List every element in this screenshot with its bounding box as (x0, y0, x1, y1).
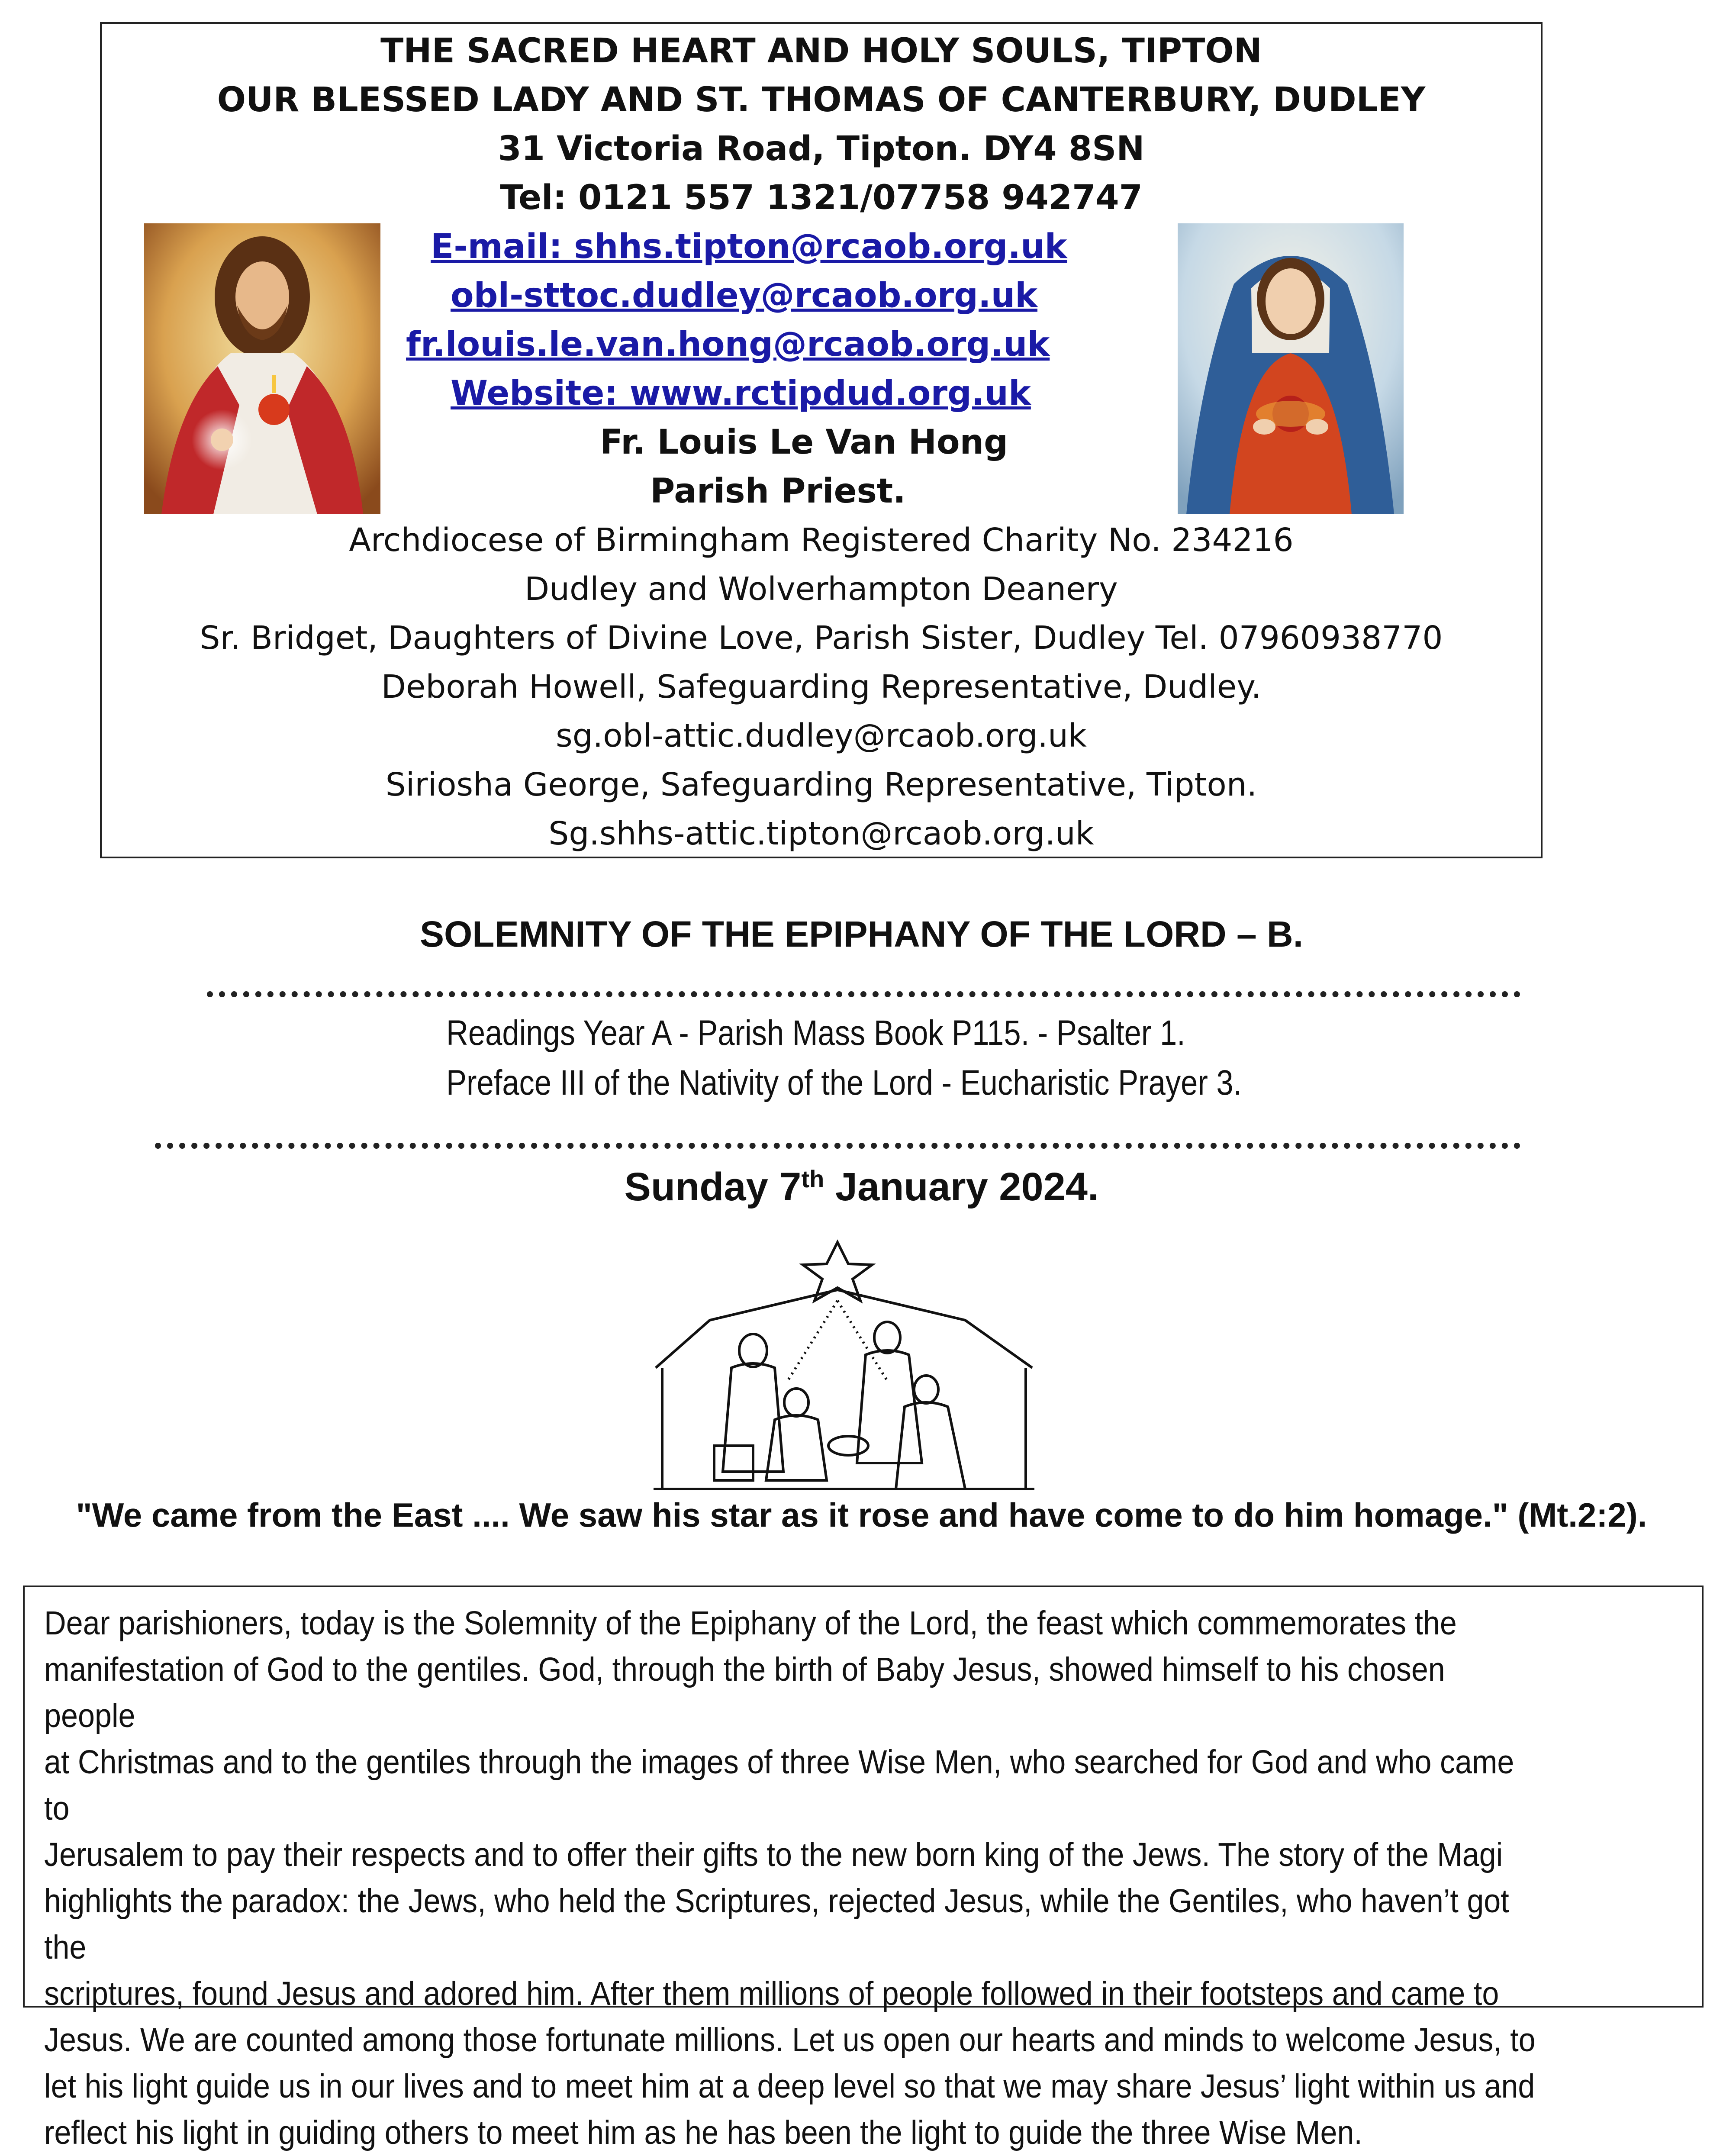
charity-number: Archdiocese of Birmingham Registered Charity No. 234216 (349, 522, 1294, 559)
message-line: Jerusalem to pay their respects and to offer their gifts to the new born king of the Jews. The story of the Magi (44, 1836, 1503, 1873)
readings-line: Readings Year A - Parish Mass Book P115. - Psalter 1. (446, 1013, 1185, 1053)
preface-line: Preface III of the Nativity of the Lord - Eucharistic Prayer 3. (446, 1063, 1242, 1102)
priest-title: Parish Priest. (650, 472, 906, 511)
dotted-divider-bottom (155, 1143, 1520, 1149)
message-line: Dear parishioners, today is the Solemnity of the Epiphany of the Lord, the feast which commemorates the (44, 1605, 1457, 1642)
safeguarding-dudley-email: sg.obl-attic.dudley@rcaob.org.uk (556, 717, 1087, 754)
date-day: Sunday 7 (624, 1165, 802, 1209)
email-link-tipton[interactable]: E-mail: shhs.tipton@rcaob.org.uk (431, 227, 1067, 266)
email-link-dudley[interactable]: obl-sttoc.dudley@rcaob.org.uk (451, 276, 1037, 315)
parish-name-dudley: OUR BLESSED LADY AND ST. THOMAS OF CANTERBURY, DUDLEY (217, 81, 1426, 119)
parish-address: 31 Victoria Road, Tipton. DY4 8SN (498, 129, 1145, 168)
message-line: Jesus. We are counted among those fortunate millions. Let us open our hearts and minds to welcome Jesus, to (44, 2021, 1536, 2059)
dotted-divider-top (207, 991, 1520, 997)
email-link-priest[interactable]: fr.louis.le.van.hong@rcaob.org.uk (406, 325, 1050, 364)
safeguarding-tipton: Siriosha George, Safeguarding Representative, Tipton. (385, 766, 1257, 803)
date-ordinal: th (801, 1165, 824, 1192)
immaculate-heart-mary-image (1178, 223, 1404, 514)
parish-message-box (23, 1586, 1704, 2151)
message-line: reflect his light in guiding others to meet him as he has been the light to guide the three Wise Men. (44, 2114, 1362, 2151)
message-line: at Christmas and to the gentiles through the images of three Wise Men, who searched for God and who came to (44, 1743, 1514, 1827)
message-line: highlights the paradox: the Jews, who held the Scriptures, rejected Jesus, while the Gentiles, who haven’t got the (44, 1882, 1509, 1966)
nativity-scene-illustration (645, 1238, 1043, 1498)
priest-name: Fr. Louis Le Van Hong (600, 423, 1008, 462)
safeguarding-dudley: Deborah Howell, Safeguarding Representative, Dudley. (381, 668, 1262, 706)
message-line: let his light guide us in our lives and to meet him at a deep level so that we may share Jesus’ light within us and (44, 2068, 1535, 2105)
sacred-heart-jesus-image (144, 223, 380, 514)
date-month-year: January 2024. (824, 1165, 1099, 1209)
scripture-quote: "We came from the East .... We saw his star as it rose and have come to do him homage." (Mt.2:2). (76, 1496, 1647, 1534)
parish-phone: Tel: 0121 557 1321/07758 942747 (500, 178, 1143, 217)
safeguarding-tipton-email: Sg.shhs-attic.tipton@rcaob.org.uk (548, 815, 1094, 852)
parish-message (44, 1600, 1541, 2156)
parish-name-tipton: THE SACRED HEART AND HOLY SOULS, TIPTON (380, 32, 1262, 71)
parish-sister: Sr. Bridget, Daughters of Divine Love, Parish Sister, Dudley Tel. 07960938770 (200, 619, 1443, 657)
website-link[interactable]: Website: www.rctipdud.org.uk (451, 374, 1031, 413)
solemnity-title: SOLEMNITY OF THE EPIPHANY OF THE LORD – B. (419, 914, 1304, 954)
message-line: scriptures, found Jesus and adored him. After them millions of people followed in their footsteps and came to (44, 1975, 1499, 2012)
deanery: Dudley and Wolverhampton Deanery (525, 570, 1118, 608)
message-line: manifestation of God to the gentiles. God, through the birth of Baby Jesus, showed himself to his chosen people (44, 1651, 1445, 1734)
service-date (0, 1164, 1723, 1210)
